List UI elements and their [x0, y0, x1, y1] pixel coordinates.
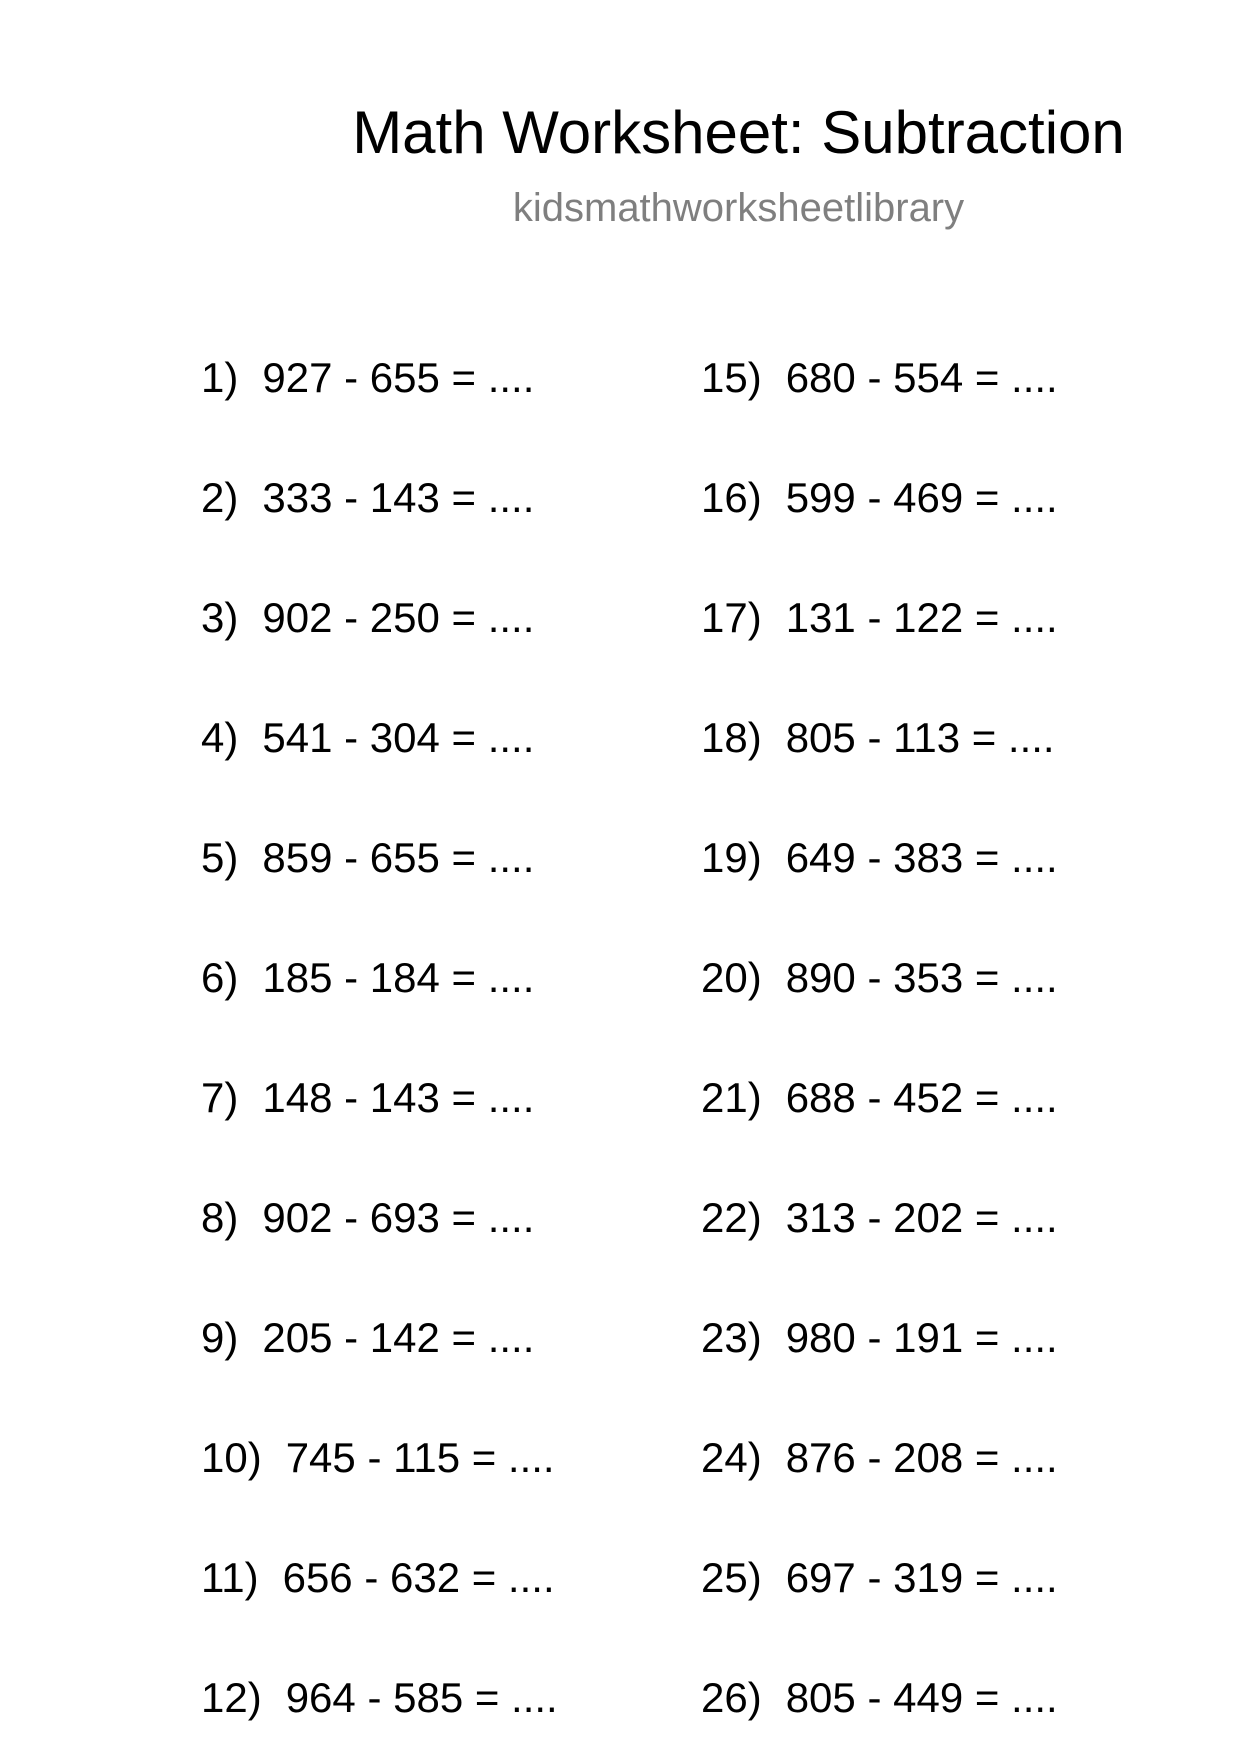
problem-expression: 599 - 469 = ....: [785, 474, 1058, 521]
problem-item: [701, 830, 1058, 886]
problem-expression: 313 - 202 = ....: [785, 1194, 1058, 1241]
problem-expression: 902 - 693 = ....: [262, 1194, 535, 1241]
problem-number: 7): [201, 1074, 239, 1121]
problem-number: 8): [201, 1194, 239, 1241]
problem-expression: 745 - 115 = ....: [285, 1434, 555, 1481]
problem-expression: 680 - 554 = ....: [785, 354, 1058, 401]
problem-number: 10): [201, 1434, 262, 1481]
problem-expression: 205 - 142 = ....: [262, 1314, 535, 1361]
problem-number: 20): [701, 954, 762, 1001]
problem-expression: 805 - 449 = ....: [785, 1674, 1058, 1721]
problem-number: 18): [701, 714, 762, 761]
problem-item: [201, 1670, 558, 1726]
problem-number: 12): [201, 1674, 262, 1721]
problem-number: 15): [701, 354, 762, 401]
problem-expression: 697 - 319 = ....: [785, 1554, 1058, 1601]
problem-number: 3): [201, 594, 239, 641]
problem-item: [201, 1190, 534, 1246]
problem-number: 11): [201, 1554, 259, 1601]
problem-expression: 890 - 353 = ....: [785, 954, 1058, 1001]
problem-number: 2): [201, 474, 239, 521]
problem-item: [701, 1070, 1058, 1126]
problem-expression: 131 - 122 = ....: [785, 594, 1058, 641]
problem-item: [201, 470, 534, 526]
problem-item: [201, 710, 534, 766]
problem-item: [201, 350, 534, 406]
problem-number: 22): [701, 1194, 762, 1241]
problem-number: 1): [201, 354, 239, 401]
problem-expression: 541 - 304 = ....: [262, 714, 535, 761]
problem-expression: 876 - 208 = ....: [785, 1434, 1058, 1481]
problem-number: 21): [701, 1074, 762, 1121]
problem-expression: 333 - 143 = ....: [262, 474, 535, 521]
problem-item: [701, 1310, 1058, 1366]
problem-expression: 964 - 585 = ....: [285, 1674, 558, 1721]
problem-expression: 688 - 452 = ....: [785, 1074, 1058, 1121]
problem-item: [701, 590, 1058, 646]
problem-item: [701, 1550, 1058, 1606]
problem-item: [701, 710, 1055, 766]
problem-item: [701, 1670, 1058, 1726]
problem-number: 24): [701, 1434, 762, 1481]
problem-expression: 980 - 191 = ....: [785, 1314, 1058, 1361]
problem-number: 17): [701, 594, 762, 641]
problem-number: 23): [701, 1314, 762, 1361]
problem-expression: 649 - 383 = ....: [785, 834, 1058, 881]
problem-item: [701, 950, 1058, 1006]
problem-expression: 656 - 632 = ....: [282, 1554, 555, 1601]
problem-expression: 148 - 143 = ....: [262, 1074, 535, 1121]
problem-item: [701, 1190, 1058, 1246]
problem-item: [701, 350, 1058, 406]
problem-number: 16): [701, 474, 762, 521]
problem-expression: 805 - 113 = ....: [785, 714, 1055, 761]
problem-item: [201, 1310, 534, 1366]
problem-item: [701, 470, 1058, 526]
problem-number: 6): [201, 954, 239, 1001]
problem-number: 26): [701, 1674, 762, 1721]
problem-expression: 902 - 250 = ....: [262, 594, 535, 641]
worksheet-title: Math Worksheet: Subtraction: [352, 99, 1125, 166]
problem-expression: 859 - 655 = ....: [262, 834, 535, 881]
problem-item: [201, 590, 534, 646]
problem-item: [201, 1550, 555, 1606]
problem-number: 5): [201, 834, 239, 881]
problem-number: 25): [701, 1554, 762, 1601]
problem-item: [201, 830, 534, 886]
problem-expression: 185 - 184 = ....: [262, 954, 535, 1001]
problem-number: 19): [701, 834, 762, 881]
problem-number: 4): [201, 714, 239, 761]
problem-item: [201, 1430, 555, 1486]
problem-item: [701, 1430, 1058, 1486]
problem-number: 9): [201, 1314, 239, 1361]
problem-item: [201, 1070, 534, 1126]
worksheet-subtitle: kidsmathworksheetlibrary: [512, 186, 965, 230]
problem-item: [201, 950, 534, 1006]
problem-expression: 927 - 655 = ....: [262, 354, 535, 401]
